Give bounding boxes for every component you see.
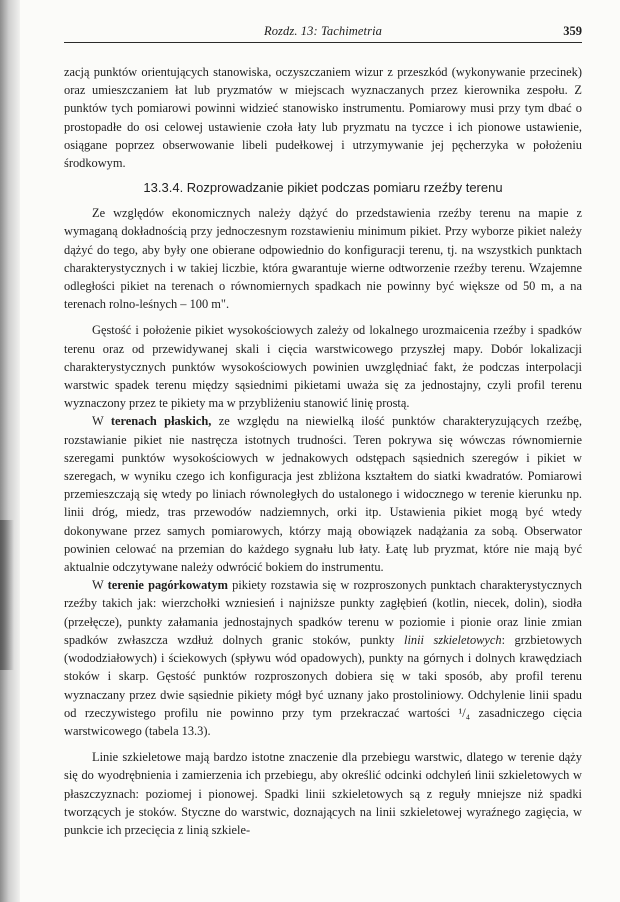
paragraph-continued: zacją punktów orientujących stanowiska, oczyszczaniem wizur z przeszkód (wykonywanie przecinek) oraz umieszczaniem łat lub pryzmatów w miejscach wyznaczanych przez kierownika zespołu. Z punktów tych pomiarowi powinni widzieć stanowisko instrumentu. Pomiarowy musi przy tym dbać o prostopadłe do osi celowej ustawienie czoła łaty lub pryzmatu na tyczce i ich pionowe ustawienie, osiągane poprzez obserwowanie libeli pudełkowej i utrzymywanie jej pęcherzyka w położeniu środkowym.: [64, 65, 582, 171]
paragraph-text: pikiety rozstawia się w rozproszonych punktach charakterystycznych rzeźby takich jak: wierzchołki wzniesień i najniższe punkty zagłębień (kotlin, niecek, dolin), siodła (przełęcze), punkty załamania jednostajnych spadków terenu w poziomie i pionie oraz linie zmian spadków zwłaszcza wzdłuż dolnych granic stoków, punkty: [64, 578, 582, 647]
paragraph: Ze względów ekonomicznych należy dążyć do przedstawienia rzeźby terenu na mapie z wymaganą dokładnością przy jednoczesnym rozstawieniu minimum pikiet. Przy wyborze pikiet należy dążyć do tego, aby były one obierane odpowiednio do konfiguracji terenu, tj. na wszystkich punktach charakterystycznych i w takiej liczbie, która gwarantuje wierne odtworzenie rzeźby terenu. Wzajemne odległości pikiet na terenach o równomiernych spadkach nie powinny być większe od 50 m, a na terenach rolno-leśnych – 100 m".: [64, 206, 582, 312]
paragraph-gap: [64, 313, 582, 321]
paragraph-hilly-terrain: [64, 576, 582, 740]
page-gutter-shadow: [0, 0, 20, 902]
paragraph-text: ze względu na niewielką ilość punktów charakteryzujących rzeźbę, rozstawianie pikiet nie nastręcza istotnych trudności. Teren pokrywa się wówczas równomiernie szeregami punktów wysokościowych w jednakowych odstępach sąsiednich szeregów i pikiet w szeregach, w wyniku czego ich konfiguracja jest zbliżona kształtem do siatki kwadratów. Pomiarowi przemieszczają się wtedy po liniach równoległych do ustalonego i widocznego w terenie kierunku np. linii dróg, miedz, tras przewodów nadziemnych, orki itp. Ustawienia pikiet mogą być wtedy dokonywane przez samych pomiarowych, którzy mają obowiązek nadążania za sobą. Obserwator powinien celować na przemian do każdego sygnału lub łaty. Łatę lub pryzmat, które nie mają być aktualnie odczytywane należy odwrócić bokiem do instrumentu.: [64, 414, 582, 575]
paragraph: Gęstość i położenie pikiet wysokościowych zależy od lokalnego urozmaicenia rzeźby i spadków terenu oraz od przewidywanej skali i cięcia warstwicowego przyszłej mapy. Dobór lokalizacji charakterystycznych punktów wysokościowych powinien uwzględniać fakt, że podczas interpolacji warstwic spadek terenu między sąsiednimi pikietami uważa się za jednostajny, czyli profil terenu wyznaczony przez te pikiety ma w przybliżeniu stanowić linię prostą.: [64, 323, 582, 411]
section-heading: 13.3.4. Rozprowadzanie pikiet podczas pomiaru rzeźby terenu: [143, 180, 503, 196]
italic-term: linii szkieletowych: [404, 632, 502, 647]
page-number: 359: [563, 24, 582, 38]
page-gutter-shadow-dark: [0, 520, 14, 670]
paragraph-text: : grzbietowych (wododziałowych) i ściekowych (spływu wód opadowych), punkty na górnych i dolnych krawędziach stoków i skarp. Gęstość punktów rozproszonych dobiera się w taki sposób, aby profil terenu wyznaczany przez dwie sąsiednie pikiety mógł być uznany jako prostoliniowy. Odchylenie linii spadu od rzeczywistego profilu nie powinno przy tym przekraczać wartości ¹/₄ zasadniczego cięcia warstwicowego (tabela 13.3).: [64, 632, 582, 738]
paragraph: Linie szkieletowe mają bardzo istotne znaczenie dla przebiegu warstwic, dlatego w terenie dąży się do wyodrębnienia i zamierzenia ich przebiegu, aby określić odcinki odchyleń linii szkieletowych w płaszczyznach: poziomej i pionowej. Spadki linii szkieletowych są z reguły mniejsze niż spadki tworzących je stoków. Styczne do warstwic, doznających na linii szkieletowej wyraźnego zagięcia, w punkcie ich przecięcia z linią szkiele-: [64, 750, 582, 837]
bold-term: terenach płaskich,: [110, 414, 212, 429]
paragraph-lead: W: [92, 578, 108, 593]
page-body: [64, 63, 582, 839]
running-head: Rozdz. 13: Tachimetria: [263, 24, 383, 38]
paragraph-gap: [64, 740, 582, 748]
bold-term: terenie pagórkowatym: [107, 578, 228, 593]
paragraph-lead: W: [92, 414, 111, 429]
paragraph-flat-terrain: [64, 412, 582, 576]
header-rule: [64, 42, 582, 43]
page-header: [64, 24, 582, 40]
